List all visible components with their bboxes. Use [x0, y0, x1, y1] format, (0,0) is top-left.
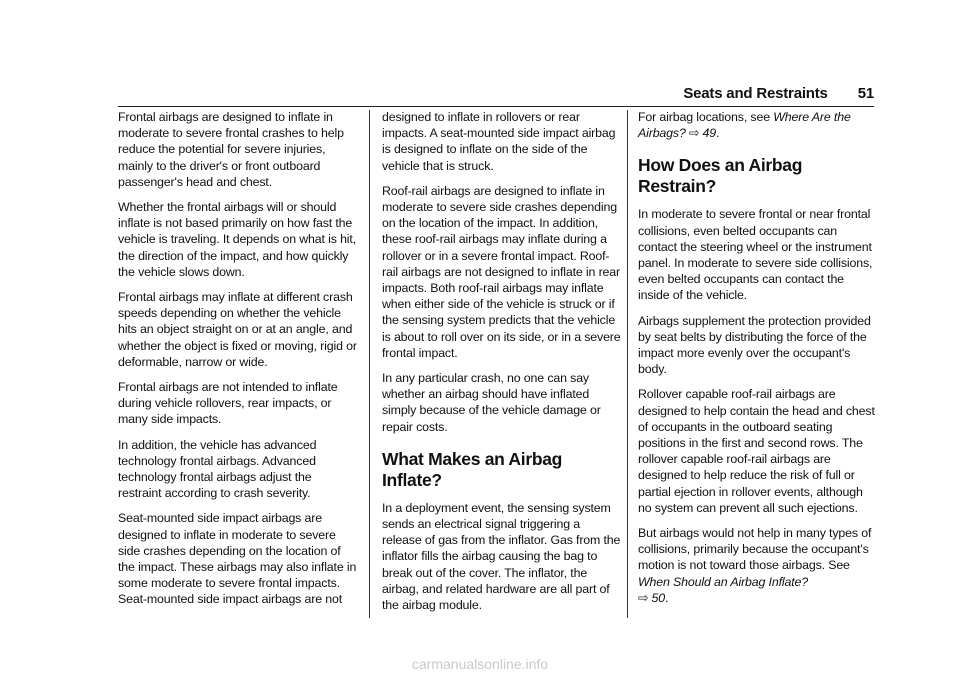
header-rule — [118, 106, 874, 107]
column-divider — [627, 110, 628, 618]
section-heading-restrain: How Does an Airbag Restrain? — [638, 155, 803, 197]
page-number: 51 — [857, 84, 874, 102]
column-divider — [369, 110, 370, 618]
paragraph: designed to inflate in rollovers or rear impacts. A seat-mounted side impact airbag is designed to inflate on the side of the vehicle that is struck. — [382, 110, 616, 173]
page-header — [118, 80, 874, 106]
paragraph: Roof-rail airbags are designed to inflate in moderate to severe side crashes depending on the location of the impact. In addition, these roof-rail airbags may inflate during a rollover or in a severe frontal impact. Roof-rail airbags are not designed to inflate in rear impacts. Both roof-rail airbags may inflate when either side of the vehicle is struck or if the sensing system predicts that the vehicle is about to roll over on its side, or in a severe frontal impact. — [382, 183, 621, 360]
page-arrow-icon: ⇨ — [638, 590, 649, 605]
paragraph: Seat-mounted side impact airbags are designed to inflate in moderate to severe side crashes depending on the location of the impact. These airbags may also inflate in some moderate to severe frontal impacts. Seat-mounted side impact airbags are not — [118, 511, 357, 607]
xref-page[interactable]: 50 — [651, 590, 666, 605]
column-1 — [118, 109, 358, 617]
cross-reference-when-inflate: But airbags would not help in many types of collisions, primarily because the occupant's motion is not toward those airbags. See When Should an Airbag Inflate? ⇨ 50. — [638, 526, 872, 605]
paragraph: Frontal airbags are designed to inflate in moderate to severe frontal crashes to help reduce the potential for severe injuries, mainly to the driver's or front outboard passenger's head and chest. — [118, 110, 344, 189]
paragraph: Frontal airbags are not intended to inflate during vehicle rollovers, rear impacts, or many side impacts. — [118, 380, 338, 427]
paragraph: In moderate to severe frontal or near frontal collisions, even belted occupants can contact the steering wheel or the instrument panel. In moderate to severe side collisions, even belted occupants can contact the inside of the vehicle. — [638, 207, 873, 303]
xref-link-when-inflate[interactable]: When Should an Airbag Inflate? — [638, 574, 809, 589]
cross-reference-locations: For airbag locations, see Where Are the Airbags? ⇨ 49. — [638, 110, 851, 141]
xref-page[interactable]: 49 — [702, 126, 717, 141]
column-3 — [638, 109, 878, 615]
paragraph: In a deployment event, the sensing system sends an electrical signal triggering a release of gas from the inflator. Gas from the inflator fills the airbag causing the bag to break out of the cover. The inflator, the airbag, and related hardware are all part of the airbag module. — [382, 500, 621, 613]
paragraph: In any particular crash, no one can say whether an airbag should have inflated simply because of the vehicle damage or repair costs. — [382, 371, 601, 434]
paragraph: Airbags supplement the protection provided by seat belts by distributing the force of the impact more evenly over the occupant's body. — [638, 313, 871, 377]
column-2 — [382, 109, 622, 622]
xref-link-airbag-locations[interactable]: Where Are the Airbags? — [638, 110, 851, 141]
section-heading-inflate: What Makes an Airbag Inflate? — [382, 448, 563, 490]
page-arrow-icon: ⇨ — [689, 126, 700, 141]
section-title: Seats and Restraints — [683, 84, 828, 102]
paragraph: Rollover capable roof-rail airbags are designed to help contain the head and chest of occupants in the outboard seating positions in the first and second rows. The rollover capable roof-rail airbags are designed to help reduce the risk of full or partial ejection in rollover events, although no system can prevent all such ejections. — [638, 387, 875, 515]
paragraph: In addition, the vehicle has advanced technology frontal airbags. Advanced technology frontal airbags adjust the restraint according to crash severity. — [118, 437, 317, 501]
paragraph: Frontal airbags may inflate at different crash speeds depending on whether the vehicle hits an object straight on or at an angle, and whether the object is fixed or moving, rigid or deformable, narrow or wide. — [118, 290, 357, 369]
paragraph: Whether the frontal airbags will or should inflate is not based primarily on how fast the vehicle is traveling. It depends on what is hit, the direction of the impact, and how quickly the vehicle slows down. — [118, 200, 356, 279]
watermark: carmanualsonline.info — [411, 656, 549, 672]
